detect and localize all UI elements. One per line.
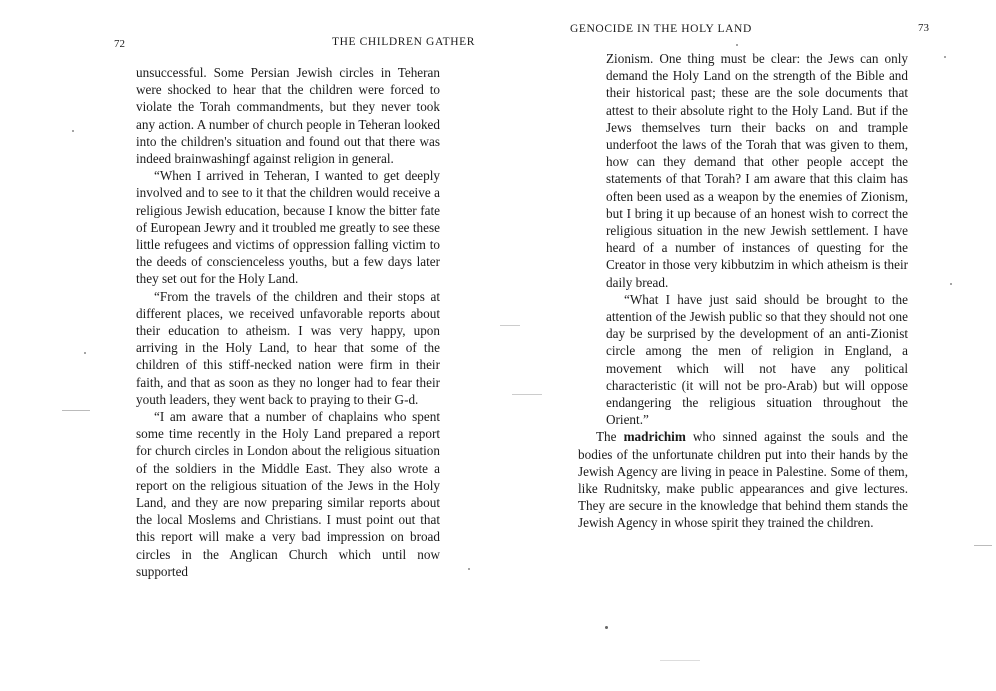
body-text [136, 64, 440, 580]
page-number: 72 [114, 38, 125, 50]
quote-block [606, 50, 908, 428]
paragraph-rest: who sinned against the souls and the bodies of the unfortunate children put into their hands by the Jewish Agency are living in peace in Palestine. Some of them, like Rudnitsky, make public appearances and give lectures. They are secure in the knowledge that behind them stands the Jewish Agency in whose spirit they trained the children. [578, 429, 909, 531]
page-number: 73 [918, 22, 929, 34]
paragraph: “When I arrived in Teheran, I wanted to get deeply involved and to see to it that the children would receive a religious Jewish education, because I know the bitter fate of European Jewry and it troubled me greatly to see these little refugees and victims of oppression falling victim to the deeds of conscienceless youths, but a few days later they set out for the Holy Land. [136, 168, 440, 287]
scan-speck [660, 660, 700, 661]
scan-speck [974, 545, 992, 546]
paragraph-lead: The [596, 429, 617, 445]
scan-speck [950, 283, 952, 285]
scan-speck [84, 352, 86, 354]
paragraph [578, 428, 908, 531]
running-head: GENOCIDE IN THE HOLY LAND [570, 23, 752, 35]
running-head: THE CHILDREN GATHER [332, 36, 475, 48]
paragraph: Zionism. One thing must be clear: the Jews can only demand the Holy Land on the strength of the Bible and their historical past; these are the sole documents that attest to their absolute right to the Holy Land. But if the Jews themselves turn their backs on and trample underfoot the laws of the Torah that was given to them, how can they demand that other people accept the statements of that Torah? I am aware that this claim has often been used as a weapon by the enemies of Zionism, but I bring it up because of an honest wish to correct the religious situation in the new Jewish settlement. I have heard of a number of instances of questing for the Creator in those very kibbutzim in which atheism is their daily bread. [606, 51, 908, 290]
paragraph: unsuccessful. Some Persian Jewish circles in Teheran were shocked to hear that the children were forced to violate the Torah commandments, but they never took any action. A number of church people in Teheran looked into the children's situation and found out that there was indeed brainwashingf against religion in general. [136, 65, 440, 167]
right-page [498, 0, 996, 691]
scan-speck [468, 568, 470, 570]
paragraph: “I am aware that a number of chaplains who spent some time recently in the Holy Land prepared a report for church circles in London about the religious situation of the soldiers in the Middle East. They also wrote a report on the religious situation of the Jews in the Holy Land, and they are now preparing similar reports about the local Moslems and Christians. I must point out that this report will make a very bad impression on broad circles in the Anglican Church which until now supported [136, 409, 440, 579]
paragraph: “From the travels of the children and their stops at different places, we received unfavorable reports about their education to atheism. I was very happy, upon arriving in the Holy Land, to hear that some of the children of this stiff-necked nation were firm in their faith, and that as soon as they no longer had to fear their youth leaders, they went back to praying to their G-d. [136, 288, 440, 407]
scan-speck [605, 626, 608, 629]
body-text [578, 50, 908, 532]
scan-speck [500, 325, 520, 326]
bold-term: madrichim [623, 429, 686, 445]
scan-speck [736, 44, 738, 46]
scan-speck [512, 394, 542, 395]
scan-speck [62, 410, 90, 411]
paragraph: “What I have just said should be brought to the attention of the Jewish public so that they should not one day be surprised by the development of an anti-Zionist circle among the men of religion in England, a movement which will not have any political characteristic (it will not be pro-Arab) but will oppose endangering the religious situation throughout the Orient.” [606, 291, 908, 428]
scan-speck [72, 130, 74, 132]
scan-speck [944, 56, 946, 58]
